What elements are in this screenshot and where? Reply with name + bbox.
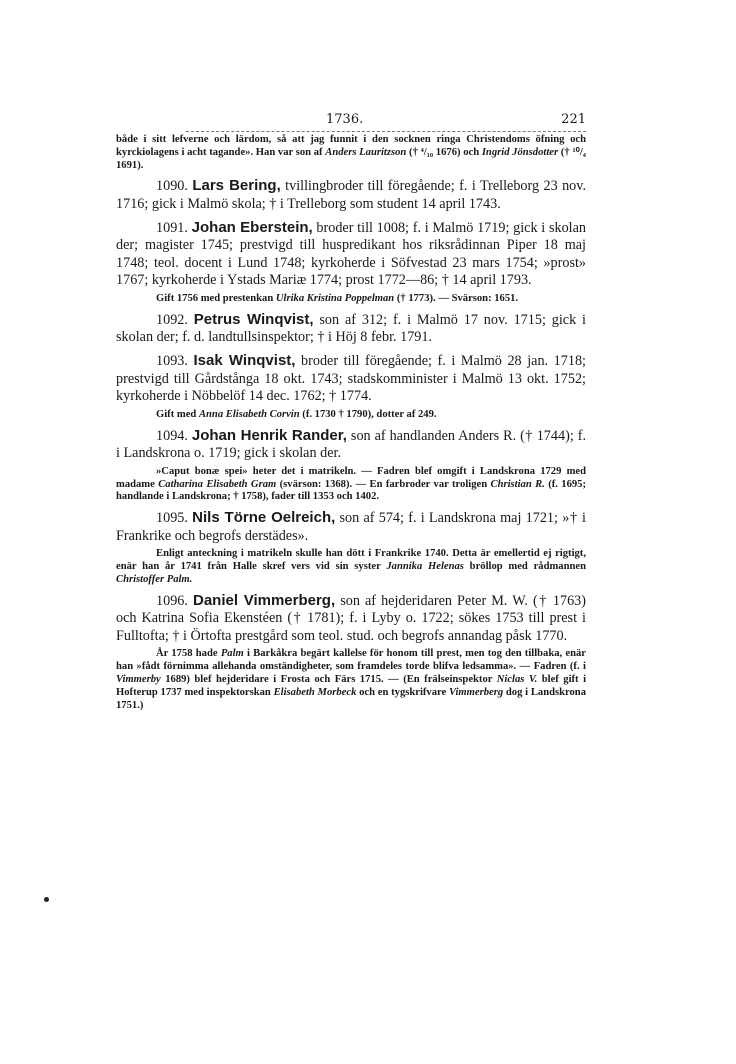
entry-name: Petrus Winqvist, — [193, 310, 314, 328]
page-header — [116, 112, 586, 134]
entry-name: Lars Bering, — [192, 177, 281, 195]
page — [116, 112, 586, 712]
entry-name: Daniel Vimmerberg, — [193, 591, 336, 609]
entry-1095: 1095. Nils Törne Oelreich, son af 574; f. i Landskrona maj 1721; »† i Frankrike och begrofs derstädes». — [116, 509, 586, 544]
page-number: 221 — [561, 112, 586, 127]
entry-name: Isak Winqvist, — [193, 351, 296, 369]
note-1094: »Caput bonæ spei» heter det i matrikeln. — Fadren blef omgift i Landskrona 1729 med madame Catharina Elisabeth Gram (svärson: 1368). — En farbroder var troligen Christian R. (f. 1695; handlande i Landskrona; † 1758), fader till 1353 och 1402. — [116, 465, 586, 503]
entry-1096: 1096. Daniel Vimmerberg, son af hejderidaren Peter M. W. († 1763) och Katrina Sofia Ekenstéen († 1781); f. i Lyby o. 1722; sökes 1753 till prest i Fulltofta; † i Örtofta prestgård som teol. stud. och begrofs annandag påsk 1770. — [116, 591, 586, 644]
entry-1090: 1090. Lars Bering, tvillingbroder till föregående; f. i Trelleborg 23 nov. 1716; gick i Malmö skola; † i Trelleborg som student 14 april 1743. — [116, 177, 586, 212]
entry-name: Johan Henrik Rander, — [191, 426, 347, 444]
entry-1092: 1092. Petrus Winqvist, son af 312; f. i Malmö 17 nov. 1715; gick i skolan der; f. d. landtullsinspektor; † i Höj 8 febr. 1791. — [116, 310, 587, 346]
entry-name: Nils Törne Oelreich, — [192, 509, 336, 527]
note-1095: Enligt anteckning i matrikeln skulle han dött i Frankrike 1740. Detta är emellertid ej rigtigt, enär han år 1741 från Halle skref vers vid sin syster Jannika Helenas bröllop med rådmannen Christoffer Palm. — [116, 548, 586, 585]
header-rule — [186, 131, 586, 132]
running-head-year: 1736. — [326, 112, 364, 127]
entry-name: Johan Eberstein, — [191, 218, 313, 236]
margin-dot-mark — [44, 897, 49, 902]
note-1093: Gift med Anna Elisabeth Corvin (f. 1730 † 1790), dotter af 249. — [156, 408, 437, 420]
note-1091: Gift 1756 med prestenkan Ulrika Kristina Poppelman († 1773). — Svärson: 1651. — [156, 292, 519, 304]
entry-1093: 1093. Isak Winqvist, broder till föregående; f. i Malmö 28 jan. 1718; prestvigd till Gårdstånga 18 okt. 1743; stadskomminister i Malmö 13 okt. 1752; kyrkoherde i Nöbbelöf 14 dec. 1762; † 1774. — [116, 351, 586, 405]
continued-note: både i sitt lefverne och lärdom, så att jag funnit i den socknen ringa Christendoms öfning och kyrckiolagens i acht tagande». Han var son af Anders Lauritzson († ⁴/₁₀ 1676) och Ingrid Jönsdotter († ¹⁰/₄ 1691). — [116, 134, 586, 171]
entry-1091: 1091. Johan Eberstein, broder till 1008; f. i Malmö 1719; gick i skolan der; magister 1745; prestvigd till huspredikant hos riksrådinnan Piper 18 maj 1748; teol. docent i Lund 1748; kyrkoherde i Söfvestad 23 mars 1754; »prost» 1767; kyrkoherde i Ystads Mariæ 1774; prost 1772—86; † 14 april 1793. — [116, 218, 586, 289]
entry-1094: 1094. Johan Henrik Rander, son af handlanden Anders R. († 1744); f. i Landskrona o. 1719; gick i skolan der. — [116, 426, 586, 462]
note-1096: År 1758 hade Palm i Barkåkra begärt kallelse för honom till prest, men tog den tillbaka, enär han »fådt förnimma allehanda omständigheter, som framdeles torde blifva ledsamma». — Fadren (f. i Vimmerby 1689) blef hejderidare i Frosta och Färs 1715. — (En frälseinspektor Niclas V. blef gift i Hofterup 1737 med inspektorskan Elisabeth Morbeck och en tygskrifvare Vimmerberg dog i Landskrona 1751.) — [116, 648, 587, 711]
